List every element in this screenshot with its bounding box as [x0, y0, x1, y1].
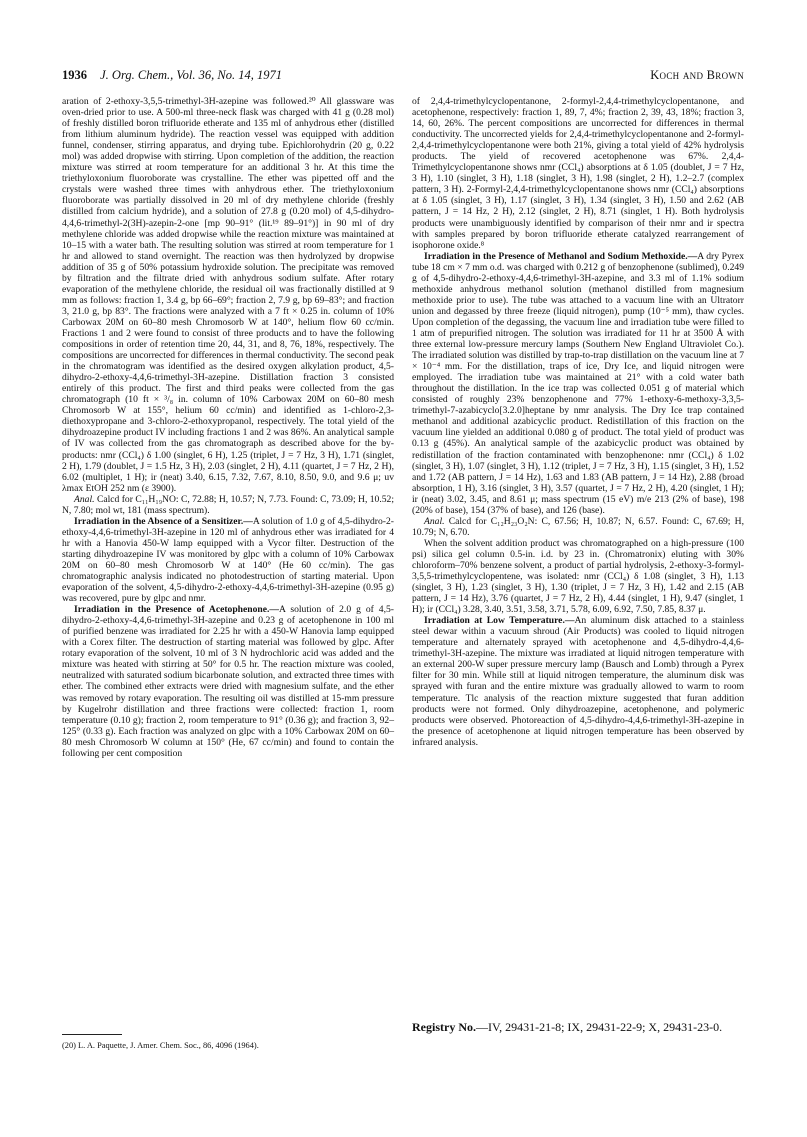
analysis-text: Calcd for C₁₂H₂₃O₂N: C, 67.56; H, 10.87; N, 6.57. Found: C, 67.69; H, 10.79; N, 6.70.	[412, 515, 744, 538]
analysis-paragraph	[62, 494, 394, 516]
right-column	[412, 96, 744, 748]
section-paragraph	[412, 615, 744, 748]
footnote-divider	[62, 1034, 122, 1035]
header-authors: Koch and Brown	[650, 68, 744, 82]
section-heading: Irradiation in the Presence of Acetophenone.—	[74, 604, 279, 616]
footnote: (20) L. A. Paquette, J. Amer. Chem. Soc., 86, 4096 (1964).	[62, 1041, 259, 1050]
left-column	[62, 96, 394, 759]
analysis-text: Calcd for C₁₁H₁₉NO: C, 72.88; H, 10.57; N, 7.73. Found: C, 73.09; H, 10.52; N, 7.80; mol wt, 181 (mass spectrum).	[62, 493, 394, 516]
analysis-paragraph	[412, 516, 744, 538]
page-number: 1936	[62, 68, 87, 82]
section-paragraph	[412, 251, 744, 516]
registry-numbers	[412, 1020, 744, 1035]
analysis-label: Anal.	[424, 515, 445, 527]
section-paragraph	[62, 604, 394, 759]
paragraph: of 2,4,4-trimethylcyclopentanone, 2-formyl-2,4,4-trimethylcyclopentanone, and acetophenone, respectively: fraction 1, 89, 7, 4%; fraction 2, 39, 43, 18%; fraction 3, 14, 60, 26%. The percent compositions are uncorrected for differences in thermal conductivity. The uncorrected yields for 2,4,4-trimethylcyclopentanone and 2-formyl-2,4,4-trimethylcyclopentanone were both 21%, giving a total yield of 42% hydrolysis products. The yield of recovered acetophenone was 67%. 2,4,4-Trimethylcyclopentanone shows nmr (CCl₄) absorptions at δ 1.05 (doublet, J = 7 Hz, 3 H), 1.10 (singlet, 3 H), 1.18 (singlet, 3 H), 1.98 (singlet, 2 H), 1.2–2.7 (complex pattern, 3 H). 2-Formyl-2,4,4-trimethylcyclopentanone shows nmr (CCl₄) absorptions at δ 1.05 (singlet, 3 H), 1.17 (singlet, 3 H), 1.34 (singlet, 3 H), 1.50 and 2.62 (AB pattern, J = 14 Hz, 2 H), 2.12 (singlet, 2 H), 8.71 (singlet, 1 H). Both hydrolysis products were unambiguously identified by comparison of their nmr and ir spectra with samples prepared by boron trifluoride etherate catalyzed rearrangement of isophorone oxide.⁸	[412, 96, 744, 251]
registry-label: Registry No.	[412, 1020, 476, 1034]
paragraph: When the solvent addition product was chromatographed on a high-pressure (100 psi) silica gel column 0.5-in. i.d. by 23 in. (Chromatronix) eluting with 30% chloroform–70% benzene solvent, a product of partial hydrolysis, 2-ethoxy-3-formyl-3,5,5-trimethylcyclopentene, was isolated: nmr (CCl₄) δ 1.08 (singlet, 3 H), 1.13 (singlet, 3 H), 1.23 (singlet, 3 H), 1.30 (triplet, J = 7 Hz, 3 H), 1.42 and 2.15 (AB pattern, J = 14 Hz), 3.76 (quartet, J = 7 Hz, 2 H), 4.44 (singlet, 1 H), 9.47 (singlet, 1 H); ir (CCl₄) 3.28, 3.40, 3.51, 3.58, 3.71, 5.78, 6.09, 6.92, 7.50, 7.85, 8.37 μ.	[412, 537, 744, 616]
running-header	[62, 68, 744, 86]
header-left	[62, 68, 282, 83]
paragraph: aration of 2-ethoxy-3,5,5-trimethyl-3H-azepine was followed.²⁰ All glassware was oven-dried prior to use. A 500-ml three-neck flask was charged with 41 g (0.28 mol) of freshly distilled boron trifluoride etherate and 135 ml of anhydrous ether (distilled from lithium aluminum hydride). The reaction vessel was equipped with addition funnel, condenser, stirring apparatus, and drying tube. Epichlorohydrin (20 g, 0.22 mol) was added dropwise with stirring. Upon completion of the addition, the reaction mixture was stirred at room temperature for an additional 3 hr. At this time the triethyloxonium fluoroborate was crystalline. The ether was pipetted off and the crystals were washed three times with anhydrous ether. The triethyloxonium fluoroborate was partially dissolved in 20 ml of dry methylene chloride (freshly distilled from calcium hydride), and a solution of 27.8 g (0.20 mol) of 4,5-dihydro-4,4,6-trimethyl-2(3H)-azepin-2-one [mp 90–91° (lit.¹⁹ 89–91°)] in 90 ml of dry methylene chloride was added dropwise while the reaction mixture was maintained at 10–15 with a water bath. The resulting solution was stirred at room temperature for 1 hr and allowed to stand overnight. The reaction was then hydrolyzed by dropwise addition of 35 g of 50% potassium hydroxide solution. The precipitate was removed by filtration and the filtrate dried with anhydrous sodium sulfate. After rotary evaporation of the methylene chloride, the residual oil was fractionally distilled at 9 mm as follows: fraction 1, 3.4 g, bp 66–69°; fraction 2, 7.9 g, bp 69–83°; and fraction 3, 21.0 g, bp 83°. The fractions were analyzed with a 7 ft × 0.25 in. column of 10% Carbowax 20M on 60–80 mesh Chromosorb W at 140°, helium flow 60 cc/min. Fractions 1 and 2 were found to consist of three products and to have the following compositions in order of retention time 20, 44, 31, and 8, 76, 18%, respectively. The compositions are uncorrected for differences in thermal conductivity. The second peak in the chromatogram was identified as the desired oxygen alkylation product, 4,5-dihydro-2-ethoxy-4,4,6-trimethyl-3H-azepine. Distillation fraction 3 consisted entirely of this product. The first and third peaks were collected from the gas chromatograph (10 ft × ³/₈ in. column of 10% Carbowax 20M on 60–80 mesh Chromosorb W at 155°, helium 60 cc/min) and identified as 1-chloro-2,3-diethoxypropane and 3-chloro-2-ethoxypropanol, respectively. The total yield of the dihydroazepine product IV including fractions 1 and 2 was 86%. An analytical sample of IV was collected from the gas chromatograph as described above for the by-products: nmr (CCl₄) δ 1.00 (singlet, 6 H), 1.25 (triplet, J = 7 Hz, 3 H), 1.71 (singlet, 2 H), 1.79 (doublet, J = 1.5 Hz, 3 H), 2.03 (singlet, 2 H), 4.11 (quartet, J = 7 Hz, 2 H), 6.02 (multiplet, 1 H); ir (neat) 3.40, 6.15, 7.32, 7.67, 8.10, 8.50, 9.0, and 9.6 μ; uv λmax EtOH 252 nm (ε 3900).	[62, 96, 394, 494]
section-heading: Irradiation at Low Temperature.—	[424, 615, 575, 627]
section-heading: Irradiation in the Absence of a Sensitizer.—	[74, 515, 253, 527]
section-paragraph	[62, 516, 394, 604]
section-text: A dry Pyrex tube 18 cm × 7 mm o.d. was charged with 0.212 g of benzophenone (sublimed), 0.249 g of 4,5-dihydro-2-ethoxy-4,4,6-trimethyl-3H-azepine, and 3.3 ml of 1.1% sodium methoxide anhydrous methanol solution (methanol distilled from magnesium methoxide prior to use). The tube was attached to a vacuum line with an Ultratorr union and degassed by three freeze (liquid nitrogen), pump (10⁻⁵ mm), thaw cycles. Upon completion of the degassing, the vacuum line and irradiation tube were filled to 1 atm of prepurified nitrogen. The solution was irradiated for 11 hr at 3500 Å with three external low-pressure mercury lamps (Southern New England Ultraviolet Co.). The irradiated solution was distilled by trap-to-trap distillation on the vacuum line at 7 × 10⁻⁴ mm. For the distillation, traps of ice, Dry Ice, and liquid nitrogen were employed. The irradiation tube was maintained at 21° with a cold water bath throughout the distillation. In the ice trap was collected 0.051 g of material which consisted of roughly 23% benzophenone and 77% 1-ethoxy-6-methoxy-3,3,5-trimethyl-7-azabicyclo[3.2.0]heptane by nmr analysis. The Dry Ice trap contained methanol and additional azabicyclic product. Redistillation of this fraction on the vacuum line yielded an additional 0.080 g of product. The total yield of product was 0.13 g (45%). An analytical sample of the azabicyclic product was obtained by redistillation of the fraction contaminated with benzophenone: nmr (CCl₄) δ 1.02 (singlet, 3 H), 1.07 (singlet, 3 H), 1.12 (triplet, J = 7 Hz, 3 H), 1.15 (singlet, 3 H), 1.52 and 1.72 (AB pattern, J = 14 Hz), 1.63 and 1.83 (AB pattern, J = 14 Hz), 2.88 (broad absorption, 1 H), 3.16 (singlet, 3 H), 3.57 (quartet, J = 7 Hz, 2 H), 4.20 (singlet, 1 H); ir (neat) 3.02, 3.45, and 8.61 μ; mass spectrum (15 eV) m/e 213 (2% of base), 198 (20% of base), 154 (37% of base), and 126 (base).	[412, 250, 744, 516]
section-text: A solution of 1.0 g of 4,5-dihydro-2-ethoxy-4,4,6-trimethyl-3H-azepine in 120 ml of anhydrous ether was irradiated for 4 hr with a Hanovia 450-W lamp equipped with a Vycor filter. Destruction of the starting dihydroazepine IV was monitored by glpc with a column of 10% Carbowax 20M on 60–80 mesh Chromosorb W at 140° (He 60 cc/min). The gas chromatographic analysis indicated no photodestruction of starting material. Upon evaporation of the solvent, 4,5-dihydro-2-ethoxy-4,4,6-trimethyl-3H-azepine (0.95 g) was recovered, pure by glpc and nmr.	[62, 515, 394, 605]
analysis-label: Anal.	[74, 493, 95, 505]
section-heading: Irradiation in the Presence of Methanol and Sodium Methoxide.—	[424, 250, 698, 262]
section-text: A solution of 2.0 g of 4,5-dihydro-2-ethoxy-4,4,6-trimethyl-3H-azepine and 0.23 g of acetophenone in 100 ml of purified benzene was irradiated for 2.25 hr with a 450-W Hanovia lamp equipped with a Corex filter. The destruction of starting material was followed by glpc. After rotary evaporation of the solvent, 10 ml of 3 N hydrochloric acid was added and the mixture was heated with stirring at 50° for 0.5 hr. The reaction mixture was cooled, neutralized with saturated sodium bicarbonate solution, and extracted three times with ether. The combined ether extracts were dried with magnesium sulfate, and the ether was removed by rotary evaporation. The resulting oil was distilled at 15-mm pressure by Kugelrohr distillation and three fractions were collected: fraction 1, room temperature (0.10 g); fraction 2, room temperature to 91° (0.36 g); and fraction 3, 92–125° (0.33 g). Each fraction was analyzed on glpc with a 10% Carbowax 20M on 60–80 mesh Chromosorb W column at 150° (He, 67 cc/min) and found to contain the following per cent composition	[62, 604, 394, 759]
journal-citation: J. Org. Chem., Vol. 36, No. 14, 1971	[100, 68, 282, 82]
registry-text: —IV, 29431-21-8; IX, 29431-22-9; X, 29431-23-0.	[475, 1020, 723, 1034]
section-text: An aluminum disk attached to a stainless steel dewar within a vacuum shroud (Air Products) was cooled to liquid nitrogen temperature and alternately sprayed with acetophenone and 4,5-dihydro-4,4,6-trimethyl-3H-azepine. The mixture was irradiated at liquid nitrogen temperature with an external 200-W super pressure mercury lamp (Bausch and Lomb) through a Pyrex filter for 30 min. While still at liquid nitrogen temperature, the aluminum disk was sprayed with furan and the entire mixture was gradually allowed to warm to room temperature. Tlc analysis of the reaction mixture suggested that furan addition products were not formed. Only dihydroazepine, acetophenone, and polymeric products were observed. Photoreaction of 4,5-dihydro-4,4,6-trimethyl-3H-azepine in the presence of acetophenone at liquid nitrogen temperature has been observed by infrared analysis.	[412, 615, 744, 748]
